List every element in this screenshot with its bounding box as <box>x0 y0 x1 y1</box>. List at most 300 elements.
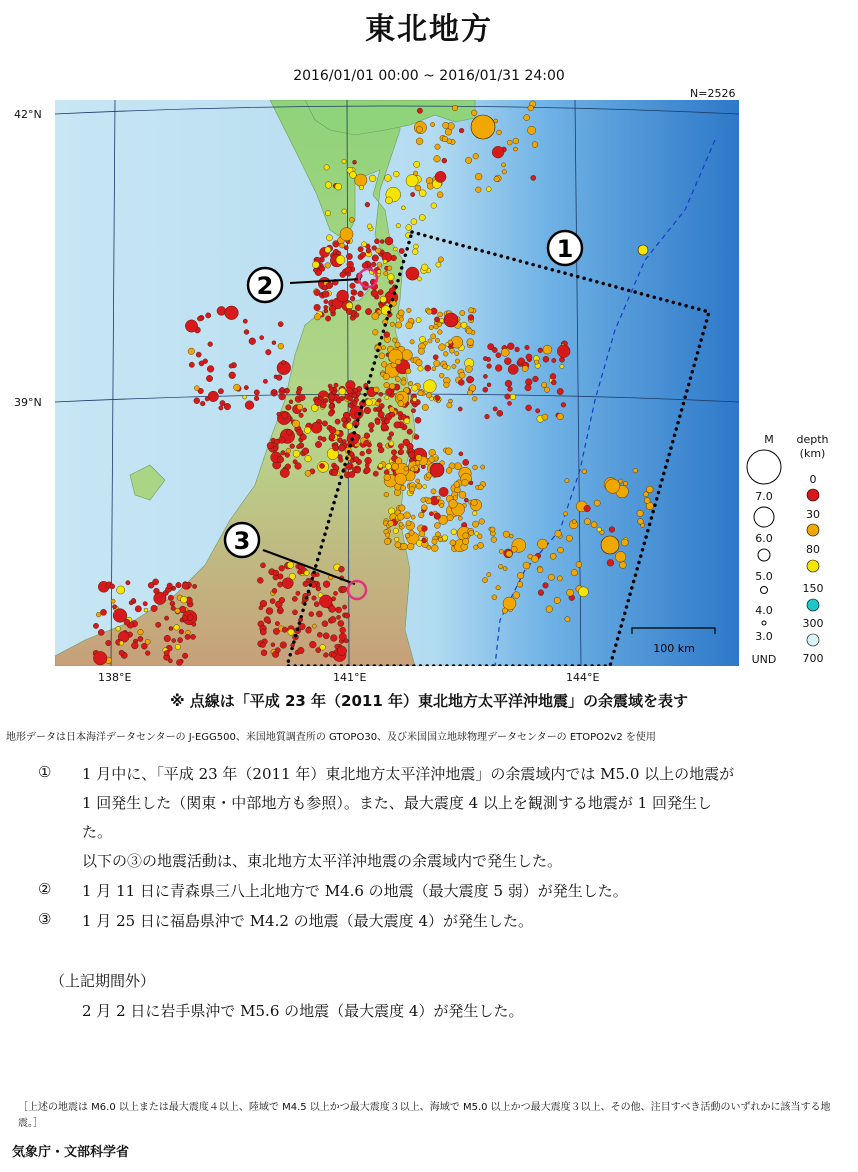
epicenter-dot <box>416 479 420 483</box>
epicenter-dot <box>532 142 538 148</box>
epicenter-dot <box>384 332 390 338</box>
epicenter-dot <box>378 447 384 453</box>
epicenter-dot <box>371 262 376 267</box>
epicenter-dot <box>533 376 539 382</box>
epicenter-dot <box>413 244 418 249</box>
epicenter-dot <box>431 334 436 339</box>
epicenter-dot <box>416 360 422 366</box>
epicenter-dot <box>301 434 307 440</box>
epicenter-dot <box>601 536 619 554</box>
epicenter-dot <box>266 608 273 615</box>
epicenter-dot <box>325 247 331 253</box>
epicenter-dot <box>433 355 438 360</box>
epicenter-dot <box>483 374 487 378</box>
epicenter-dot <box>395 359 401 365</box>
epicenter-dot <box>406 267 419 280</box>
epicenter-dot <box>454 463 461 470</box>
epicenter-dot <box>411 467 415 471</box>
epicenter-dot <box>399 317 403 321</box>
epicenter-dot <box>286 405 292 411</box>
legend-depth-30: 30 <box>806 508 820 521</box>
epicenter-dot <box>471 500 477 506</box>
marker-3 <box>225 523 259 557</box>
epicenter-dot <box>541 382 546 387</box>
epicenter-dot <box>143 602 147 606</box>
epicenter-dot <box>119 641 123 645</box>
event-count: N=2526 <box>690 87 736 100</box>
epicenter-dot <box>397 394 403 400</box>
epicenter-dot <box>459 452 463 456</box>
epicenter-dot <box>319 595 332 608</box>
epicenter-dot <box>339 388 346 395</box>
epicenter-dot <box>394 422 401 429</box>
epicenter-dot <box>344 613 349 618</box>
epicenter-dot <box>138 636 143 641</box>
epicenter-dot <box>416 126 422 132</box>
epicenter-dot <box>434 317 439 322</box>
epicenter-dot <box>197 316 202 321</box>
epicenter-dot <box>272 341 276 345</box>
epicenter-dot <box>478 485 483 490</box>
epicenter-dot <box>326 235 332 241</box>
epicenter-dot <box>292 596 297 601</box>
epicenter-dot <box>330 404 334 408</box>
epicenter-dot <box>418 348 424 354</box>
epicenter-dot <box>406 322 413 329</box>
epicenter-dot <box>421 264 428 271</box>
epicenter-dot <box>464 498 468 502</box>
epicenter-dot <box>187 614 193 620</box>
epicenter-dot <box>409 452 415 458</box>
epicenter-dot <box>584 505 591 512</box>
epicenter-dot <box>435 144 440 149</box>
epicenter-dot <box>329 387 334 392</box>
epicenter-dot <box>459 372 465 378</box>
epicenter-dot <box>366 248 371 253</box>
epicenter-dot <box>466 376 473 383</box>
epicenter-dot <box>560 364 564 368</box>
epicenter-dot <box>483 387 488 392</box>
epicenter-dot <box>182 616 187 621</box>
epicenter-dot <box>525 345 530 350</box>
epicenter-dot <box>266 349 272 355</box>
epicenter-dot <box>164 635 171 642</box>
epicenter-dot <box>208 342 213 347</box>
epicenter-dot <box>492 347 497 352</box>
epicenter-dot <box>164 650 169 655</box>
legend-depth-swatch <box>807 634 819 646</box>
epicenter-dot <box>415 461 420 466</box>
epicenter-dot <box>434 360 440 366</box>
epicenter-dot <box>384 271 388 275</box>
epicenter-dot <box>566 535 572 541</box>
epicenter-dot <box>502 163 506 167</box>
epicenter-dot <box>406 225 412 231</box>
epicenter-dot <box>526 405 532 411</box>
epicenter-dot <box>411 409 415 413</box>
epicenter-dot <box>463 459 469 465</box>
epicenter-dot <box>131 642 138 649</box>
epicenter-dot <box>325 182 332 189</box>
epicenter-dot <box>466 328 472 334</box>
epicenter-dot <box>412 385 418 391</box>
marker-2-label: 2 <box>256 272 274 300</box>
epicenter-dot <box>362 263 368 269</box>
epicenter-dot <box>475 173 482 180</box>
epicenter-dot <box>288 629 294 635</box>
epicenter-dot <box>435 171 446 182</box>
epicenter-dot <box>491 537 497 543</box>
epicenter-dot <box>298 647 305 654</box>
epicenter-dot <box>525 379 532 386</box>
epicenter-dot <box>429 325 433 329</box>
epicenter-dot <box>179 606 186 613</box>
epicenter-dot <box>323 291 330 298</box>
epicenter-dot <box>416 455 422 461</box>
epicenter-dot <box>538 539 548 549</box>
epicenter-dot <box>185 634 190 639</box>
epicenter-dot <box>447 514 453 520</box>
epicenter-dot <box>340 243 345 248</box>
epicenter-dot <box>440 503 444 507</box>
epicenter-dot <box>111 599 115 603</box>
epicenter-dot <box>436 496 440 500</box>
epicenter-dot <box>399 248 404 253</box>
epicenter-dot <box>336 255 345 264</box>
epicenter-dot <box>411 192 415 196</box>
epicenter-dot <box>390 384 396 390</box>
epicenter-dot <box>380 240 384 244</box>
epicenter-dot <box>342 439 346 443</box>
epicenter-dot <box>476 187 482 193</box>
epicenter-dot <box>485 414 490 419</box>
epicenter-dot <box>323 633 329 639</box>
epicenter-dot <box>437 322 442 327</box>
epicenter-dot <box>513 592 520 599</box>
epicenter-dot <box>459 128 464 133</box>
epicenter-dot <box>286 448 291 453</box>
epicenter-dot <box>293 460 297 464</box>
epicenter-dot <box>407 543 414 550</box>
epicenter-dot <box>279 597 285 603</box>
epicenter-dot <box>439 487 448 496</box>
epicenter-dot <box>486 187 491 192</box>
epicenter-dot <box>340 272 346 278</box>
epicenter-dot <box>572 520 576 524</box>
epicenter-dot <box>546 606 553 613</box>
epicenter-dot <box>468 390 473 395</box>
epicenter-dot <box>594 500 600 506</box>
item-1-line-1: 1 月中に、「平成 23 年（2011 年）東北地方太平洋沖地震」の余震域内では M5.0 以上の地震が <box>82 765 735 783</box>
epicenter-dot <box>324 305 328 309</box>
epicenter-dot <box>311 422 322 433</box>
epicenter-dot <box>315 573 319 577</box>
epicenter-dot <box>458 407 462 411</box>
epicenter-dot <box>315 399 322 406</box>
legend-mag-3: 3.0 <box>755 630 773 643</box>
legend-mag-6: 6.0 <box>755 532 773 545</box>
outside-period-text: 2 月 2 日に岩手県沖で M5.6 の地震（最大震度 4）が発生した。 <box>82 1002 524 1020</box>
epicenter-dot <box>458 516 462 520</box>
epicenter-dot <box>461 322 467 328</box>
epicenter-dot <box>395 342 400 347</box>
epicenter-dot <box>179 629 184 634</box>
epicenter-dot <box>404 512 411 519</box>
epicenter-dot <box>260 563 265 568</box>
epicenter-dot <box>483 356 487 360</box>
epicenter-dot <box>299 394 306 401</box>
epicenter-dot <box>257 577 263 583</box>
epicenter-dot <box>332 652 337 657</box>
epicenter-dot <box>537 567 543 573</box>
epicenter-dot <box>200 401 205 406</box>
epicenter-dot <box>119 650 124 655</box>
criteria-footnote: ［上述の地震は M6.0 以上または最大震度４以上、陸域で M4.5 以上かつ最大震度３以上、海域で M5.0 以上かつ最大震度３以上、その他、注目すべき活動のいずれかに該当する地震。］ <box>18 1102 831 1129</box>
epicenter-dot <box>387 274 394 281</box>
epicenter-dot <box>609 527 615 533</box>
epicenter-dot <box>492 595 497 600</box>
epicenter-dot <box>272 389 277 394</box>
epicenter-dot <box>436 532 441 537</box>
epicenter-dot <box>563 512 567 516</box>
epicenter-dot <box>280 387 285 392</box>
epicenter-dot <box>447 403 452 408</box>
map-note: ※ 点線は「平成 23 年（2011 年）東北地方太平洋沖地震」の余震域を表す <box>169 692 689 710</box>
epicenter-dot <box>106 640 112 646</box>
epicenter-dot <box>408 381 412 385</box>
epicenter-dot <box>312 624 316 628</box>
epicenter-dot <box>196 352 201 357</box>
epicenter-dot <box>497 410 503 416</box>
epicenter-dot <box>353 457 359 463</box>
legend-depth-swatch <box>807 599 819 611</box>
epicenter-dot <box>406 175 418 187</box>
epicenter-dot <box>508 387 513 392</box>
epicenter-dot <box>329 434 335 440</box>
epicenter-dot <box>411 219 417 225</box>
epicenter-dot <box>379 392 383 396</box>
epicenter-dot <box>445 448 452 455</box>
epicenter-dot <box>367 224 372 229</box>
epicenter-dot <box>366 399 373 406</box>
epicenter-dot <box>528 105 534 111</box>
epicenter-dot <box>278 607 282 611</box>
outside-period-header: （上記期間外） <box>50 972 156 990</box>
epicenter-dot <box>154 588 160 594</box>
epicenter-dot <box>346 423 353 430</box>
epicenter-dot <box>417 108 422 113</box>
epicenter-dot <box>96 612 101 617</box>
epicenter-dot <box>282 578 293 589</box>
epicenter-dot <box>347 261 354 268</box>
epicenter-dot <box>438 330 443 335</box>
epicenter-dot <box>277 412 281 416</box>
epicenter-dot <box>469 481 473 485</box>
data-source-note: 地形データは日本海洋データセンターの J-EGG500、米国地質調査所の GTOPO30、及び米国国立地球物理データセンターの ETOPO2v2 を使用 <box>6 732 656 743</box>
epicenter-dot <box>336 607 342 613</box>
epicenter-dot <box>434 457 438 461</box>
epicenter-dot <box>260 336 264 340</box>
epicenter-dot <box>501 348 509 356</box>
epicenter-dot <box>468 308 473 313</box>
epicenter-dot <box>444 382 450 388</box>
epicenter-dot <box>164 616 168 620</box>
epicenter-dot <box>314 289 320 295</box>
epicenter-dot <box>346 387 352 393</box>
epicenter-dot <box>371 290 378 297</box>
epicenter-dot <box>282 412 289 419</box>
epicenter-dot <box>429 512 433 516</box>
epicenter-dot <box>399 505 405 511</box>
epicenter-dot <box>439 373 444 378</box>
epicenter-dot <box>275 621 279 625</box>
epicenter-dot <box>176 660 182 666</box>
epicenter-dot <box>378 290 383 295</box>
epicenter-dot <box>340 228 353 241</box>
epicenter-dot <box>391 450 396 455</box>
epicenter-dot <box>502 608 507 613</box>
epicenter-dot <box>442 136 448 142</box>
epicenter-dot <box>551 380 556 385</box>
lon-label-138: 138°E <box>98 671 132 684</box>
epicenter-dot <box>273 446 277 450</box>
epicenter-dot <box>365 457 372 464</box>
epicenter-dot <box>578 587 588 597</box>
epicenter-dot <box>494 176 499 181</box>
epicenter-dot <box>398 444 403 449</box>
epicenter-dot <box>317 632 322 637</box>
epicenter-dot <box>337 438 342 443</box>
epicenter-dot <box>278 343 284 349</box>
epicenter-dot <box>274 439 280 445</box>
seismicity-map <box>55 100 739 666</box>
epicenter-dot <box>323 581 330 588</box>
epicenter-dot <box>336 398 341 403</box>
epicenter-dot <box>414 435 419 440</box>
epicenter-dot <box>384 538 390 544</box>
epicenter-dot <box>286 429 292 435</box>
epicenter-dot <box>472 521 478 527</box>
epicenter-dot <box>167 583 173 589</box>
epicenter-dot <box>502 170 506 174</box>
epicenter-dot <box>302 448 309 455</box>
epicenter-dot <box>384 492 389 497</box>
epicenter-dot <box>373 330 379 336</box>
epicenter-dot <box>550 373 556 379</box>
epicenter-dot <box>403 439 410 446</box>
legend-mag-4: 4.0 <box>755 604 773 617</box>
epicenter-dot <box>296 591 300 595</box>
epicenter-dot <box>131 598 136 603</box>
epicenter-dot <box>315 441 321 447</box>
epicenter-dot <box>175 608 180 613</box>
epicenter-dot <box>93 623 98 628</box>
epicenter-dot <box>582 469 587 474</box>
epicenter-dot <box>324 299 328 303</box>
epicenter-dot <box>188 348 195 355</box>
epicenter-dot <box>452 364 456 368</box>
epicenter-dot <box>199 361 204 366</box>
epicenter-dot <box>366 449 371 454</box>
epicenter-dot <box>469 530 474 535</box>
epicenter-dot <box>415 417 421 423</box>
epicenter-dot <box>324 653 329 658</box>
epicenter-dot <box>234 384 241 391</box>
epicenter-dot <box>396 223 401 228</box>
epicenter-dot <box>388 521 394 527</box>
epicenter-dot <box>406 521 411 526</box>
epicenter-dot <box>459 491 466 498</box>
epicenter-dot <box>416 138 423 145</box>
epicenter-dot <box>425 365 431 371</box>
epicenter-dot <box>270 599 275 604</box>
epicenter-dot <box>405 533 410 538</box>
epicenter-dot <box>643 492 648 497</box>
epicenter-dot <box>644 498 650 504</box>
epicenter-dot <box>525 385 531 391</box>
epicenter-dot <box>229 364 233 368</box>
epicenter-dot <box>344 639 348 643</box>
item-2-text: 1 月 11 日に青森県三八上北地方で M4.6 の地震（最大震度 5 弱）が発生した。 <box>82 882 628 900</box>
epicenter-dot <box>263 379 267 383</box>
epicenter-dot <box>349 217 354 222</box>
epicenter-dot <box>309 641 316 648</box>
epicenter-dot <box>206 313 211 318</box>
epicenter-dot <box>304 570 309 575</box>
epicenter-dot <box>338 445 345 452</box>
epicenter-dot <box>275 648 280 653</box>
epicenter-dot <box>438 312 443 317</box>
epicenter-dot <box>544 387 549 392</box>
epicenter-dot <box>138 629 144 635</box>
epicenter-dot <box>100 609 106 615</box>
epicenter-dot <box>342 159 346 163</box>
epicenter-dot <box>384 419 389 424</box>
epicenter-dot <box>401 380 406 385</box>
epicenter-dot <box>431 203 437 209</box>
epicenter-dot <box>548 574 554 580</box>
epicenter-dot <box>353 401 358 406</box>
epicenter-dot <box>364 407 371 414</box>
epicenter-dot <box>135 606 141 612</box>
epicenter-dot <box>316 611 322 617</box>
epicenter-dot <box>267 442 274 449</box>
epicenter-dot <box>407 429 413 435</box>
epicenter-dot <box>190 634 195 639</box>
epicenter-dot <box>399 522 403 526</box>
epicenter-dot <box>192 622 196 626</box>
epicenter-dot <box>382 346 386 350</box>
epicenter-dot <box>385 175 392 182</box>
epicenter-dot <box>395 537 399 541</box>
epicenter-dot <box>479 519 485 525</box>
epicenter-dot <box>517 582 523 588</box>
epicenter-dot <box>347 272 351 276</box>
epicenter-dot <box>410 340 414 344</box>
epicenter-dot <box>496 353 501 358</box>
epicenter-dot <box>418 390 423 395</box>
epicenter-dot <box>557 413 563 419</box>
epicenter-dot <box>442 158 447 163</box>
epicenter-dot <box>338 566 344 572</box>
epicenter-dot <box>377 262 382 267</box>
epicenter-dot <box>309 612 314 617</box>
epicenter-dot <box>559 357 564 362</box>
epicenter-dot <box>471 110 477 116</box>
epicenter-dot <box>319 463 324 468</box>
epicenter-dot <box>455 351 459 355</box>
epicenter-dot <box>377 443 382 448</box>
